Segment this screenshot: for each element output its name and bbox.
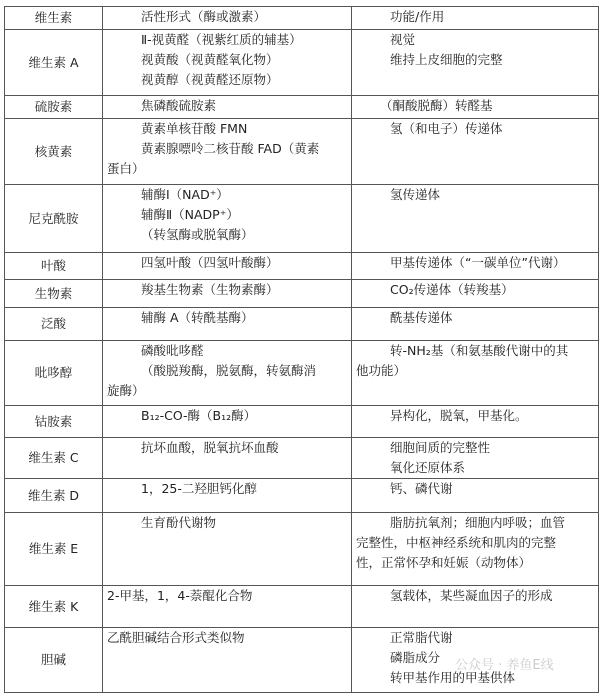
cell-line: 黄素腺嘌呤二核苷酸 FAD（黄素 [141, 141, 320, 156]
function-cell [352, 30, 599, 96]
cell-line: 生育酚代谢物 [141, 515, 217, 530]
vitamin-name: 泛酸 [5, 308, 103, 341]
cell-line: 酰基传递体 [390, 310, 453, 325]
active-form-cell [103, 280, 352, 308]
active-form-cell [103, 308, 352, 341]
table-row [5, 280, 599, 308]
cell-line: 他功能） [356, 363, 407, 378]
vitamin-name: 硫胺素 [5, 96, 103, 119]
cell-line: 维持上皮细胞的完整 [390, 52, 503, 67]
cell-line: 2-甲基，1，4-萘醌化合物 [107, 588, 253, 603]
table-row [5, 406, 599, 438]
header-active-form: 活性形式（酶或激素） [103, 7, 352, 30]
cell-line: 黄素单核苷酸 FMN [141, 121, 248, 136]
cell-line: 转-NH₂基（和氨基酸代谢中的其 [390, 343, 569, 358]
vitamin-name: 吡哆醇 [5, 341, 103, 406]
vitamin-name: 维生素 A [5, 30, 103, 96]
cell-line: 抗坏血酸，脱氧抗坏血酸 [141, 440, 279, 455]
vitamin-name: 维生素 D [5, 479, 103, 513]
active-form-cell [103, 438, 352, 479]
cell-line: 辅酶Ⅱ（NADP⁺） [141, 207, 239, 222]
cell-line: 甲基传递体（“一碳单位”代谢） [390, 255, 566, 270]
vitamin-name: 维生素 K [5, 586, 103, 628]
active-form-cell [103, 253, 352, 280]
cell-line: 视黄醇（视黄醛还原物） [141, 72, 279, 87]
function-cell [352, 280, 599, 308]
active-form-cell [103, 513, 352, 586]
cell-line: 辅酶 A（转酰基酶） [141, 310, 254, 325]
cell-line: 转甲基作用的甲基供体 [390, 670, 516, 685]
function-cell [352, 96, 599, 119]
table-row [5, 513, 599, 586]
table-row [5, 479, 599, 513]
cell-line: 钙、磷代谢 [390, 481, 453, 496]
header-vitamin: 维生素 [5, 7, 103, 30]
function-cell [352, 341, 599, 406]
active-form-cell [103, 185, 352, 253]
active-form-cell [103, 406, 352, 438]
active-form-cell [103, 479, 352, 513]
function-cell [352, 308, 599, 341]
cell-line: 氢（和电子）传递体 [390, 121, 503, 136]
function-cell [352, 479, 599, 513]
function-cell [352, 586, 599, 628]
vitamin-table [4, 6, 599, 693]
cell-line: 正常脂代谢 [390, 630, 453, 645]
cell-line: 四氢叶酸（四氢叶酸酶） [141, 255, 279, 270]
table-row [5, 119, 599, 185]
table-row [5, 438, 599, 479]
header-function: 功能/作用 [352, 7, 599, 30]
active-form-cell [103, 586, 352, 628]
cell-line: 羧基生物素（生物素酶） [141, 282, 279, 297]
cell-line: Ⅱ-视黄醛（视紫红质的辅基） [141, 32, 302, 47]
table-row [5, 308, 599, 341]
active-form-cell [103, 341, 352, 406]
table-row [5, 341, 599, 406]
active-form-cell [103, 30, 352, 96]
cell-line: 完整性，中枢神经系统和肌肉的完整 [356, 535, 557, 550]
cell-line: 视觉 [390, 32, 416, 47]
cell-line: 磷脂成分 [390, 650, 441, 665]
cell-line: 辅酶Ⅰ（NAD⁺） [141, 187, 229, 202]
active-form-cell [103, 96, 352, 119]
cell-line: 焦磷酸硫胺素 [141, 98, 217, 113]
cell-line: B₁₂-CO-酶（B₁₂酶） [141, 408, 257, 423]
cell-line: （转氢酶或脱氧酶） [141, 227, 254, 242]
vitamin-name: 胆碱 [5, 628, 103, 693]
cell-line: 乙酰胆碱结合形式类似物 [107, 630, 245, 645]
cell-line: （酸脱羧酶，脱氨酶，转氨酶消 [141, 363, 317, 378]
function-cell [352, 513, 599, 586]
cell-line: CO₂传递体（转羧基） [390, 282, 514, 297]
cell-line: 异构化，脱氧，甲基化。 [390, 408, 528, 423]
cell-line: 旋酶） [107, 383, 145, 398]
cell-line: 性，正常怀孕和妊娠（动物体） [356, 555, 532, 570]
vitamin-name: 核黄素 [5, 119, 103, 185]
vitamin-name: 维生素 C [5, 438, 103, 479]
table-row [5, 586, 599, 628]
vitamin-name: 维生素 E [5, 513, 103, 586]
function-cell [352, 119, 599, 185]
vitamin-name: 生物素 [5, 280, 103, 308]
cell-line: 视黄酸（视黄醛氧化物） [141, 52, 279, 67]
cell-line: 氢传递体 [390, 187, 441, 202]
table-row [5, 185, 599, 253]
cell-line: 1，25-二羟胆钙化醇 [141, 481, 257, 496]
cell-line: 蛋白） [107, 161, 145, 176]
function-cell [352, 406, 599, 438]
cell-line: 氧化还原体系 [390, 460, 466, 475]
table-row [5, 253, 599, 280]
watermark: 公众号 · 养鱼E线 [455, 658, 554, 673]
function-cell [352, 253, 599, 280]
function-cell [352, 185, 599, 253]
cell-line: （酮酸脱酶）转醛基 [380, 98, 493, 113]
cell-line: 磷酸吡哆醛 [141, 343, 204, 358]
active-form-cell [103, 628, 352, 693]
table-row [5, 30, 599, 96]
table-row [5, 96, 599, 119]
vitamin-name: 尼克酰胺 [5, 185, 103, 253]
table-header-row [5, 7, 599, 30]
function-cell [352, 438, 599, 479]
active-form-cell [103, 119, 352, 185]
cell-line: 脂肪抗氧剂；细胞内呼吸；血管 [390, 515, 566, 530]
cell-line: 氢载体，某些凝血因子的形成 [390, 588, 553, 603]
vitamin-name: 钴胺素 [5, 406, 103, 438]
cell-line: 细胞间质的完整性 [390, 440, 491, 455]
vitamin-name: 叶酸 [5, 253, 103, 280]
